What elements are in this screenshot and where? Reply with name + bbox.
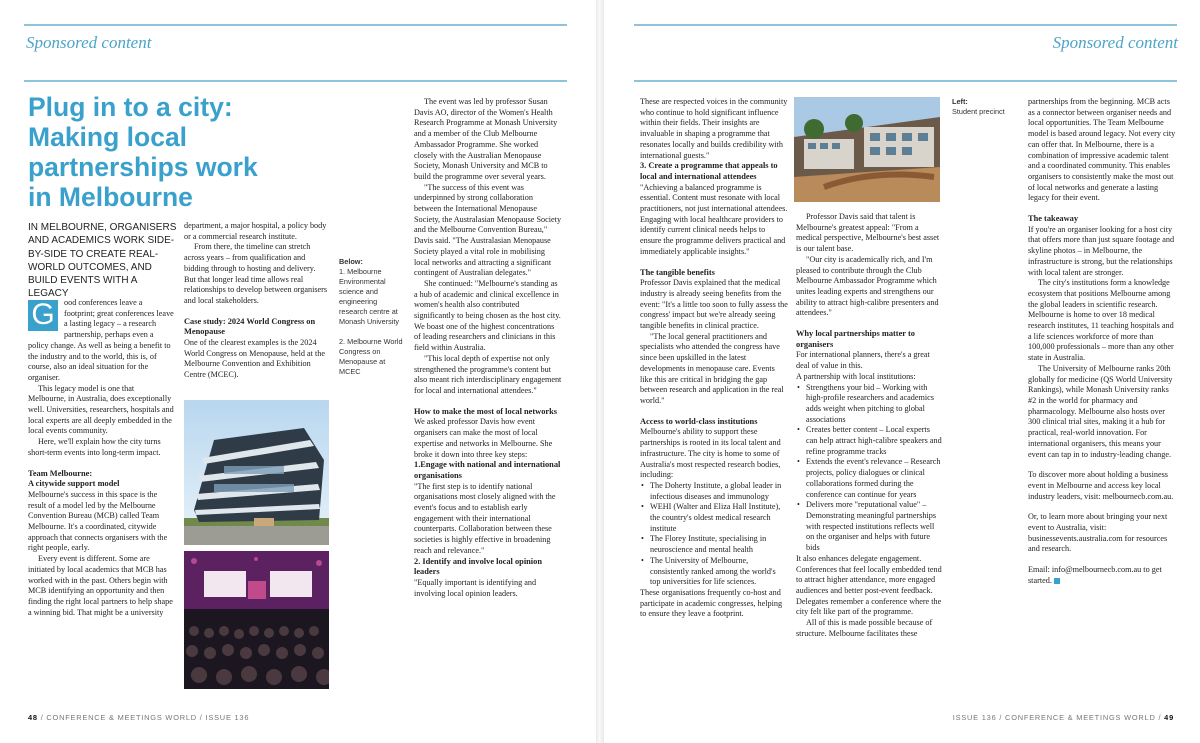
paragraph: department, a major hospital, a policy body or a commercial research institute.	[184, 221, 327, 241]
list-item: • The Doherty Institute, a global leader in infectious diseases and immunology	[640, 481, 788, 502]
paragraph: If you're an organiser looking for a host city that offers more than just square footage and skyline photos – in Melbourne, the infrastructure is strong, but the relationships with local talent are stronger.	[1028, 224, 1175, 277]
paragraph: "Achieving a balanced programme is essential. Content must resonate with local practitioners, not just international attendees. Engaging with local healthcare providers to identify current clinical needs helps to ensure the programme delivers practical and immediately applicable insights."	[640, 182, 788, 256]
paragraph: Melbourne's success in this space is the result of a model led by the Melbourne Convention Bureau (MCB) called Team Melbourne. It's a coordinated, citywide approach that connects organisers with the right people, early.	[28, 489, 168, 553]
column-2	[184, 221, 328, 399]
paragraph: "The success of this event was underpinned by strong collaboration between the International Menopause Society, the Australasian Menopause Society and the Melbourne Convention Bureau," Davis said. "The Australasian Menopause Society played a vital role in mobilising local networks and attracting a significant contingent of Australian delegates."	[414, 182, 562, 278]
photo-congress-hall	[184, 551, 329, 689]
top-rule	[634, 24, 1177, 26]
subheading: Access to world-class institutions	[640, 416, 758, 426]
end-mark-icon	[1054, 578, 1060, 584]
paragraph: We asked professor Davis how event organisers can make the most of local expertise and networks in Melbourne. She broke it down into three key steps:	[414, 417, 553, 459]
paragraph: She continued: "Melbourne's standing as a hub of academic and clinical excellence in women's health also contributed significantly to being chosen as the host city. We boast one of the highest concentrations of leading researchers and clinicians in this field within Australia.	[414, 278, 561, 353]
paragraph: This legacy model is one that Melbourne, in Australia, does exceptionally well. Universities, researchers, hospitals and local experts are all deeply embedded in the local events community.	[28, 383, 174, 436]
right-page	[602, 0, 1200, 743]
paragraph: A partnership with local institutions:	[796, 371, 916, 381]
top-rule	[24, 24, 567, 26]
column-4	[640, 97, 788, 695]
subheading: 3. Create a programme that appeals to local and international attendees	[640, 161, 778, 181]
paragraph: These are respected voices in the community who continue to hold significant influence within their fields. Their insights are invaluable in shaping a programme that resonates locally and builds credibility with international guests."	[640, 97, 788, 160]
footer-right: ISSUE 136 / CONFERENCE & MEETINGS WORLD / 49	[952, 713, 1174, 722]
subheading: Case study: 2024 World Congress on Menopause	[184, 316, 316, 337]
paragraph: "This local depth of expertise not only strengthened the programme's content but also meant rich interdisciplinary engagement for local and international attendees."	[414, 353, 562, 395]
subheading: Team Melbourne: A citywide support model	[28, 468, 120, 489]
header-rule	[24, 80, 567, 82]
paragraph: "The first step is to identify national organisations most closely aligned with the event's focus and to establish early engagement with their international counterparts. Collaboration between these societies is highly effective in broadening reach and relevance."	[414, 481, 556, 555]
subheading: Why local partnerships matter to organisers	[796, 329, 915, 349]
subheading: The tangible benefits	[640, 267, 715, 277]
subheading: 2. Identify and involve local opinion leaders	[414, 556, 542, 577]
sponsored-label: Sponsored content	[26, 33, 152, 52]
column-5	[796, 212, 942, 695]
paragraph: Here, we'll explain how the city turns short-term events into long-term impact.	[28, 437, 161, 457]
paragraph: The city's institutions form a knowledge ecosystem that positions Melbourne among the global leaders in scientific research. Melbourne is home to over 18 medical research institutes, 11 teaching hospitals and a life sciences workforce of more than 100,000 professionals – more than any other state in Australia.	[1028, 278, 1174, 363]
paragraph: Or, to learn more about bringing your next event to Australia, visit: businessevents.australia.com for resources and research.	[1028, 512, 1168, 554]
paragraph: Professor Davis explained that the medical industry is already seeing benefits from the event: "It's a little too soon to fully assess the congress' impact but we're already seeing tangible benefits in clinical practice.	[640, 278, 788, 331]
caption-below: Below: 1. Melbourne Environmental science and engineering research centre at Monash University 2. Melbourne World Congress on Menopause at MCEC	[339, 257, 403, 376]
paragraph: The event was led by professor Susan Davis AO, director of the Women's Health Research Programme at Monash University and a member of the Club Melbourne Ambassador Programme. She worked closely with the Australian Menopause Society, Monash University and MCB to build the programme over several years.	[414, 97, 558, 181]
intro-paragraph: G ood conferences leave a footprint; great conferences leave a lasting legacy – a research partnership, perhaps even a policy change. As well as being a benefit to the industry and to the world, this is, of course, also an ideal situation for the organiser.	[28, 298, 174, 382]
paragraph: To discover more about holding a business event in Melbourne and access key local industry leaders, visit: melbournecb.com.au.	[1028, 470, 1174, 501]
paragraph: partnerships from the beginning. MCB acts as a connector between organiser needs and local opportunities. The Team Melbourne model is based around legacy. Not every city can offer that. In Melbourne, there is a combination of impressive academic talent and a coordinated community. This enables organisers to consistently make the most out of local networks and generate a lasting legacy for their event.	[1028, 97, 1176, 203]
header-rule	[634, 80, 1177, 82]
photo-student-precinct	[794, 97, 940, 202]
paragraph: From there, the timeline can stretch across years – from qualification and bidding through to hosting and delivery. But that longer lead time allows real relationships to develop between organisers and local stakeholders.	[184, 242, 328, 305]
benefits-list	[796, 383, 942, 554]
paragraph: It also enhances delegate engagement. Conferences that feel locally embedded tend to attract higher attendance, more engaged audiences and better post-event feedback. Delegates remember a conference where the city felt like part of the programme.	[796, 553, 942, 617]
paragraph: For international planners, there's a great deal of value in this.	[796, 350, 930, 371]
list-item: • WEHI (Walter and Eliza Hall Institute), the country's oldest medical research institute	[640, 502, 788, 534]
paragraph: All of this is made possible because of structure. Melbourne facilitates these	[796, 618, 933, 638]
paragraph: "The local general practitioners and specialists who attended the congress have since been upskilled in the latest developments in menopause care. Events like this are critical in bridging the gap between research and application in the real world."	[640, 331, 784, 405]
paragraph: The University of Melbourne ranks 20th globally for medicine (QS World University Rankings), while Monash University ranks #2 in the world for pharmacy and pharmacology. Melbourne also hosts over 300 clinical trial sites, making it a hub for practical, real-world innovation. For international organisers, this means your event can tap in to industry-leading change.	[1028, 363, 1173, 459]
paragraph: These organisations frequently co-host and participate in academic congresses, helping to ensure they leave a footprint.	[640, 587, 783, 619]
paragraph: "Equally important is identifying and involving local opinion leaders.	[414, 577, 537, 598]
headline: Plug in to a city: Making local partnerships work in Melbourne	[28, 92, 258, 212]
subheading: The takeaway	[1028, 214, 1079, 224]
list-item: • Delivers more "reputational value" – Demonstrating meaningful partnerships with respected institutions reflects well on the organiser and helps with future bids	[796, 500, 942, 554]
left-page	[0, 0, 598, 743]
subheading: How to make the most of local networks	[414, 406, 558, 416]
list-item: • Strengthens your bid – Working with high-profile researchers and academics adds weight when pitching to global associations	[796, 383, 942, 426]
dek: IN MELBOURNE, ORGANISERS AND ACADEMICS WORK SIDE-BY-SIDE TO CREATE REAL-WORLD OUTCOMES, AND BUILD EVENTS WITH A LEGACY	[28, 222, 177, 300]
paragraph: Professor Davis said that talent is Melbourne's greatest appeal: "From a medical perspective, Melbourne's best asset is our talent base.	[796, 212, 940, 254]
paragraph: Melbourne's ability to support these partnerships is rooted in its local talent and infrastructure. The city is home to some of Australia's most respected research bodies, including:	[640, 427, 781, 480]
dropcap: G	[28, 300, 58, 331]
institutions-list	[640, 481, 788, 588]
footer-left: 48 / CONFERENCE & MEETINGS WORLD / ISSUE 136	[28, 713, 250, 722]
contact-paragraph: Email: info@melbournecb.com.au to get started.	[1028, 565, 1162, 585]
subheading: 1.Engage with national and international organisations	[414, 460, 561, 480]
sponsored-label: Sponsored content	[1052, 33, 1178, 52]
list-item: • The University of Melbourne, consistently ranked among the world's top universities for life sciences.	[640, 556, 788, 588]
list-item: • Extends the event's relevance – Research projects, policy dialogues or clinical collaborations formed during the conference can continue for years	[796, 457, 942, 500]
column-3	[414, 97, 562, 695]
column-1	[28, 298, 174, 693]
paragraph: "Our city is academically rich, and I'm pleased to contribute through the Club Melbourne Ambassador Programme which unites leading experts and strengthens our ability to attract high-calibre presenters and attendees."	[796, 254, 939, 318]
paragraph: Every event is different. Some are initiated by local academics that MCB has worked with in the past. Others begin with MCB identifying an opportunity and then finding the right local partners to help shape a winning bid. That might be a university	[28, 554, 173, 617]
list-item: • Creates better content – Local experts can help attract high-calibre speakers and refine programme tracks	[796, 425, 942, 457]
column-6	[1028, 97, 1178, 695]
caption-left: Left: Student precinct	[952, 97, 1005, 116]
paragraph: One of the clearest examples is the 2024 World Congress on Menopause, held at the Melbourne Convention and Exhibition Centre (MCEC).	[184, 338, 326, 380]
list-item: • The Florey Institute, specialising in neuroscience and mental health	[640, 534, 788, 555]
photo-monash-building	[184, 400, 329, 545]
